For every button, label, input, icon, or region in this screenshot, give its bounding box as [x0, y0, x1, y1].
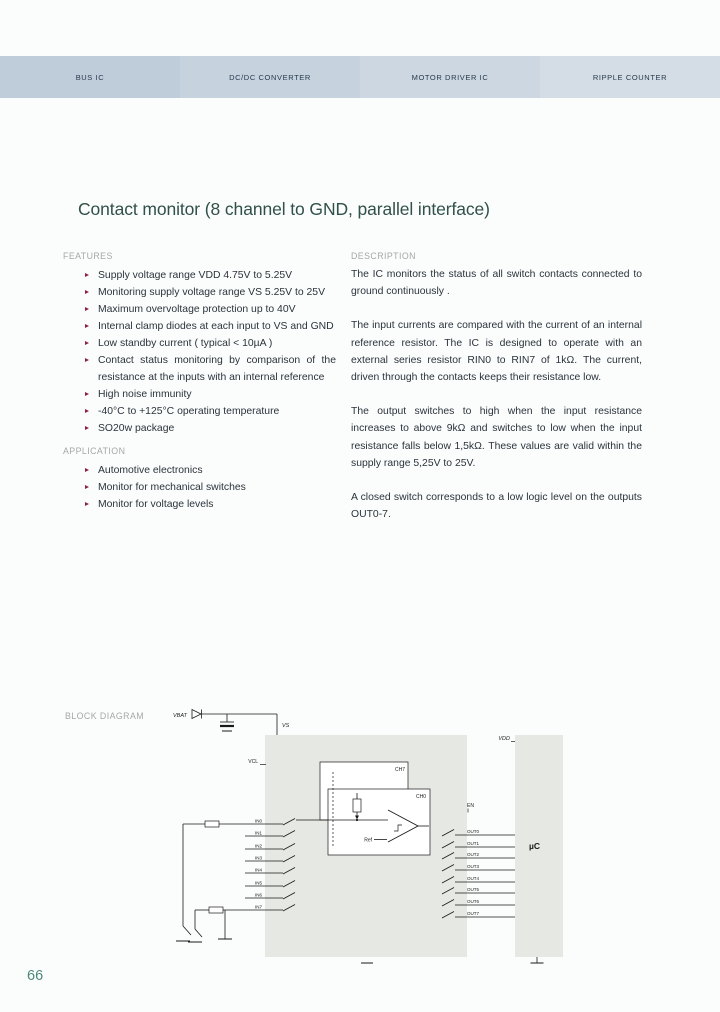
tab-dcdc-converter[interactable]: [180, 56, 360, 98]
diagram-label-vcl: VCL: [248, 759, 258, 765]
input-label: IN4: [254, 867, 262, 873]
page-number: 66: [27, 968, 44, 984]
page-title: Contact monitor (8 channel to GND, parallel interface): [78, 199, 490, 219]
description-paragraph: The IC monitors the status of all switch contacts connected to ground continuously .: [351, 269, 642, 298]
capacitor-icon: [220, 714, 234, 731]
diagram-label-ch7: CH7: [394, 767, 405, 773]
bullet-arrow-icon: [85, 392, 89, 396]
feature-item: High noise immunity: [63, 386, 339, 403]
output-label: OUT2: [467, 852, 480, 857]
description-paragraph: The output switches to high when the input resistance increases to above 9kΩ and switches to low when the input resistance falls below 1,5kΩ. These values are valid within the supply range 5,25V to 25V.: [351, 406, 642, 469]
bullet-arrow-icon: [85, 290, 89, 294]
output-label: OUT1: [467, 841, 480, 846]
description-heading: DESCRIPTION: [351, 251, 416, 261]
input-label: IN3: [254, 855, 262, 861]
tab-label: BUS IC: [75, 72, 105, 82]
features-heading: FEATURES: [63, 251, 113, 261]
contact-switch-icon: [195, 929, 202, 937]
bullet-arrow-icon: [85, 324, 89, 328]
input-label: IN5: [254, 880, 262, 886]
bullet-arrow-icon: [85, 426, 89, 430]
diode-icon: [192, 710, 201, 719]
feature-item: Low standby current ( typical < 10µA ): [63, 335, 339, 352]
application-item: Automotive electronics: [63, 462, 339, 479]
tab-label: DC/DC CONVERTER: [229, 72, 311, 82]
output-label: OUT4: [467, 876, 480, 881]
input-label: IN7: [254, 904, 262, 910]
feature-item: Internal clamp diodes at each input to VS and GND: [63, 318, 339, 335]
category-tab-bar: [0, 56, 720, 98]
feature-item: Supply voltage range VDD 4.75V to 5.25V: [63, 267, 339, 284]
tab-motor-driver-ic[interactable]: [360, 56, 540, 98]
diagram-label-vs: VS: [282, 723, 290, 729]
input-label: IN2: [254, 843, 262, 849]
output-label: OUT3: [467, 864, 480, 869]
output-label: OUT6: [467, 899, 480, 904]
feature-item: Contact status monitoring by comparison of the resistance at the inputs with an internal reference: [63, 352, 339, 386]
output-label: OUT7: [467, 911, 480, 916]
diagram-label-vdd: VDD: [498, 736, 510, 742]
features-list: [63, 267, 339, 437]
application-list: [63, 462, 339, 513]
series-resistor-icon: [209, 907, 223, 913]
diagram-label-vbat: VBAT: [173, 713, 187, 719]
application-item: Monitor for mechanical switches: [63, 479, 339, 496]
diagram-label-ref: Ref: [364, 837, 372, 844]
input-label: IN0: [254, 818, 262, 824]
tab-label: MOTOR DRIVER IC: [411, 72, 489, 82]
input-label: IN6: [254, 892, 262, 898]
description-column: [351, 251, 642, 540]
diagram-label-en: EN: [467, 803, 474, 809]
bullet-arrow-icon: [85, 485, 89, 489]
feature-item: -40°C to +125°C operating temperature: [63, 403, 339, 420]
output-label: OUT5: [467, 887, 480, 892]
bullet-arrow-icon: [85, 409, 89, 413]
channel-box-ch0: [328, 789, 430, 855]
block-diagram: [165, 700, 605, 978]
feature-item: Monitoring supply voltage range VS 5.25V to 25V: [63, 284, 339, 301]
input-label: IN1: [254, 830, 262, 836]
description-paragraph: A closed switch corresponds to a low logic level on the outputs OUT0-7.: [351, 492, 642, 521]
diagram-label-uc: µC: [529, 841, 541, 851]
tab-bus-ic[interactable]: [0, 56, 180, 98]
features-column: [63, 251, 339, 513]
feature-item: SO20w package: [63, 420, 339, 437]
diagram-label-ch0: CH0: [415, 794, 426, 800]
bullet-arrow-icon: [85, 502, 89, 506]
description-paragraph: The input currents are compared with the current of an internal reference resistor. The IC is designed to operate with an external series resistor RIN0 to RIN7 of 1kΩ. The current, driven through the contacts keeps their resistance low.: [351, 320, 642, 384]
bullet-arrow-icon: [85, 307, 89, 311]
uc-ground-icon: [531, 957, 544, 963]
tab-ripple-counter[interactable]: [540, 56, 720, 98]
bullet-arrow-icon: [85, 273, 89, 277]
bullet-arrow-icon: [85, 468, 89, 472]
output-label: OUT0: [467, 829, 480, 834]
bullet-arrow-icon: [85, 358, 89, 362]
block-diagram-heading: BLOCK DIAGRAM: [65, 711, 145, 721]
tab-label: RIPPLE COUNTER: [592, 72, 668, 82]
application-heading: APPLICATION: [63, 446, 126, 456]
series-resistor-icon: [205, 821, 219, 827]
contact-switch-icon: [183, 926, 191, 935]
feature-item: Maximum overvoltage protection up to 40V: [63, 301, 339, 318]
bullet-arrow-icon: [85, 341, 89, 345]
application-item: Monitor for voltage levels: [63, 496, 339, 513]
